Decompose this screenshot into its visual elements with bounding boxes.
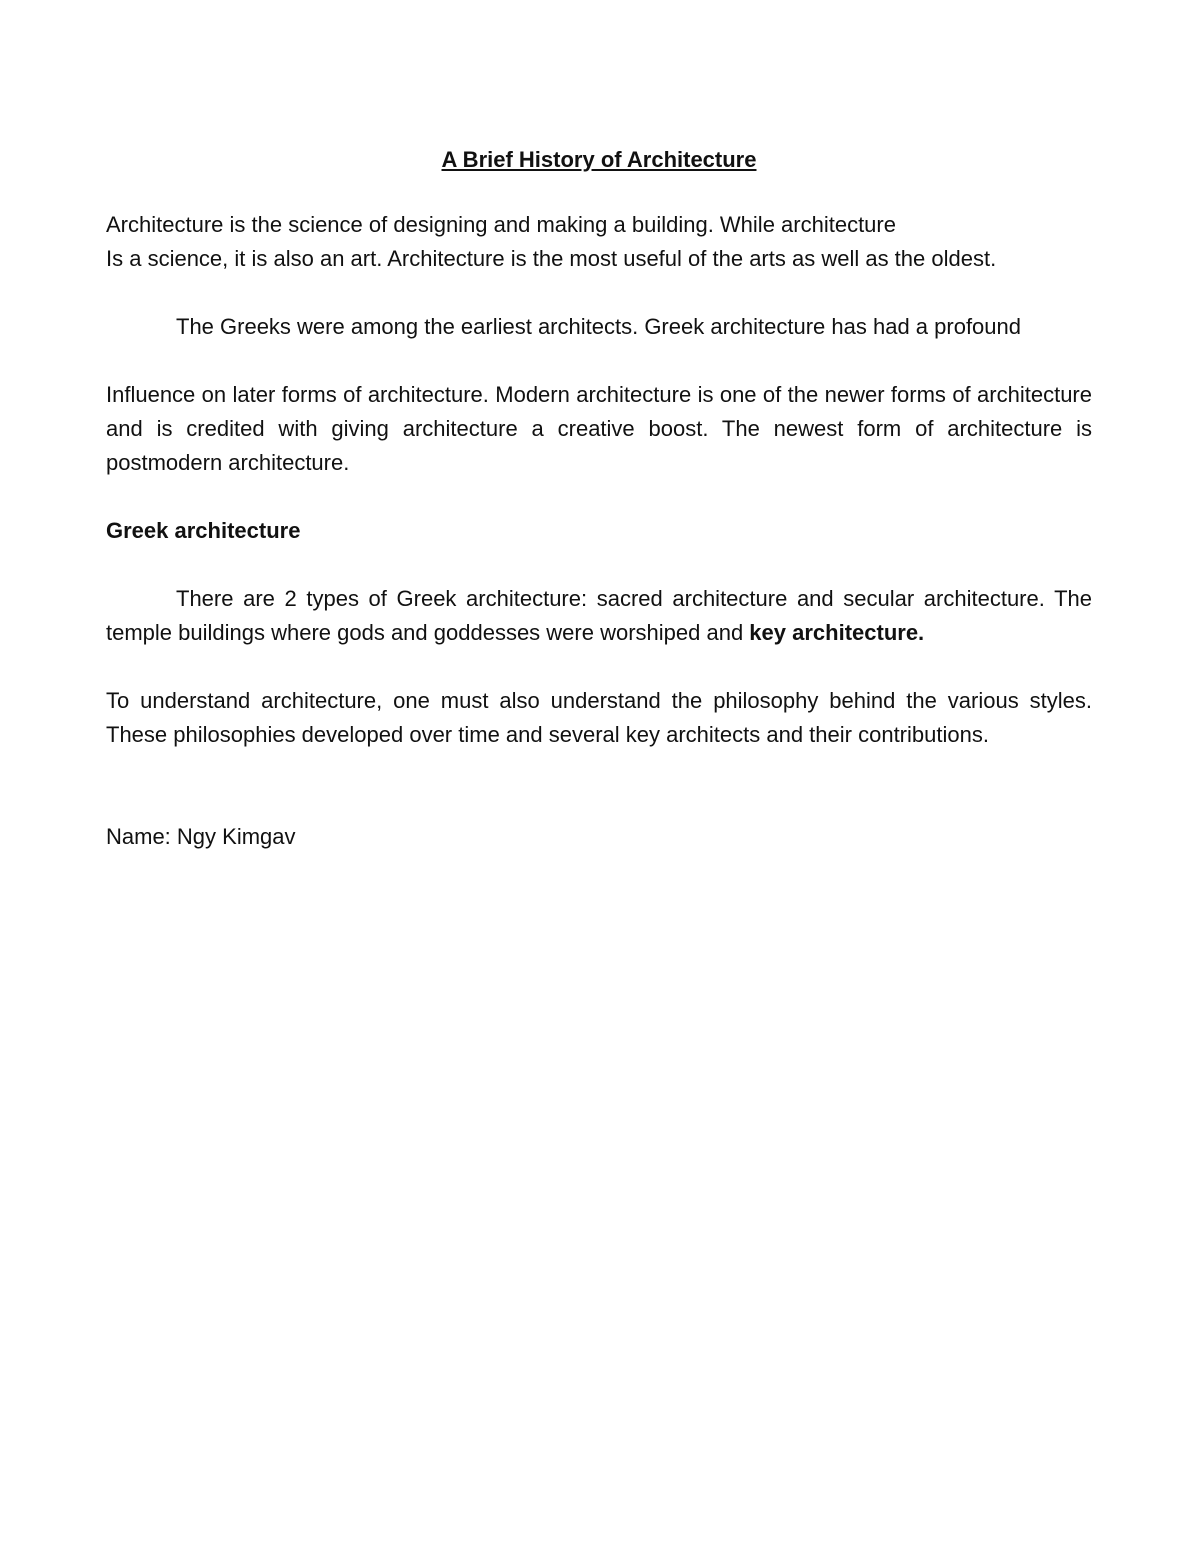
paragraph-intro	[106, 208, 1092, 276]
paragraph-greeks: The Greeks were among the earliest architects. Greek architecture has had a profound	[176, 314, 1021, 339]
spacer	[106, 276, 1092, 310]
paragraph-intro-continuation: Is a science, it is also an art. Architecture is the most useful of the arts as well as the oldest.	[106, 246, 997, 271]
spacer	[106, 752, 1092, 820]
spacer	[106, 548, 1092, 582]
spacer	[106, 344, 1092, 378]
spacer	[106, 480, 1092, 514]
section-heading-greek-architecture: Greek architecture	[106, 518, 301, 543]
document-title: A Brief History of Architecture	[441, 147, 757, 172]
paragraph-types-bold-text: key architecture.	[749, 620, 925, 645]
paragraph-philosophy: To understand architecture, one must also understand the philosophy behind the various styles. These philosophies developed over time and several key architects and their contributions.	[106, 688, 1092, 747]
spacer	[106, 650, 1092, 684]
author-name: Name: Ngy Kimgav	[106, 824, 296, 849]
paragraph-influence: Influence on later forms of architecture. Modern architecture is one of the newer forms of architecture and is credited with giving architecture a creative boost. The newest form of architecture is postmodern architecture.	[106, 382, 1092, 475]
paragraph-intro-first-line: Architecture is the science of designing and making a building. While architecture	[106, 212, 896, 237]
paragraph-types-text: There are 2 types of Greek architecture: sacred architecture and secular architecture. The temple buildings where gods and goddesses were worshiped and	[106, 586, 1092, 645]
document-body	[106, 145, 1092, 854]
paragraph-types	[106, 582, 1092, 650]
